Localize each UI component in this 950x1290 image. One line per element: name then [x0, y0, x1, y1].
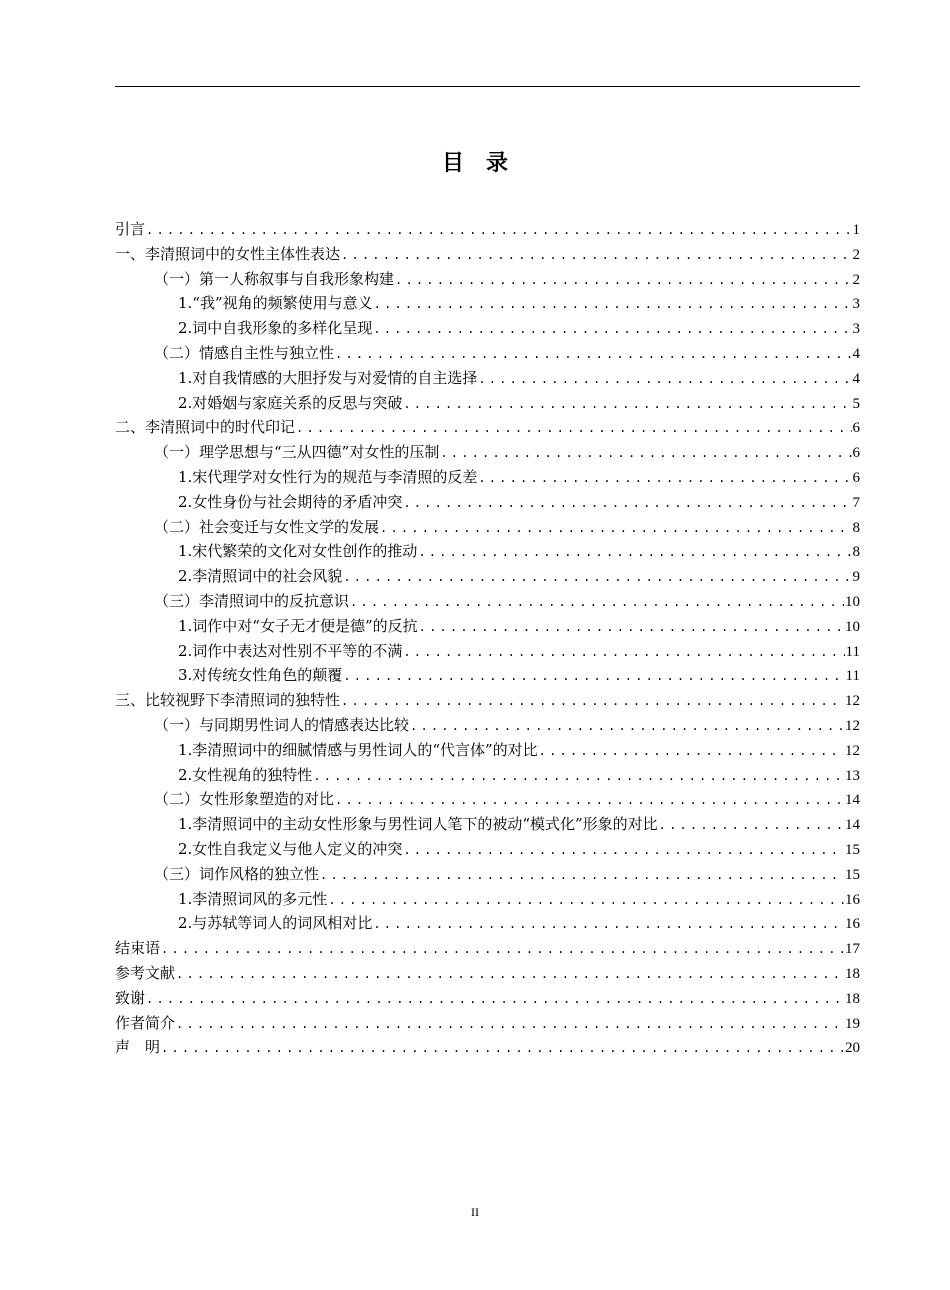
toc-entry[interactable] [115, 713, 860, 738]
toc-entry-page: 12 [845, 742, 860, 759]
toc-entry-page: 14 [845, 792, 860, 809]
toc-dot-leader [328, 888, 844, 913]
toc-dot-leader [374, 292, 852, 317]
toc-entry[interactable] [115, 862, 860, 887]
toc-entry-label: 2.与苏轼等词人的词风相对比 [178, 914, 373, 933]
toc-dot-leader [161, 1036, 844, 1061]
toc-dot-leader [341, 689, 844, 714]
toc-entry[interactable] [115, 837, 860, 862]
toc-entry-label: （二）社会变迁与女性文学的发展 [154, 517, 380, 536]
toc-entry-page: 4 [852, 370, 860, 387]
toc-entry-label: 2.李清照词中的社会风貌 [178, 567, 343, 586]
toc-entry-label: 1.李清照词中的主动女性形象与男性词人笔下的被动“模式化”形象的对比 [178, 815, 658, 834]
toc-entry-page: 20 [845, 1040, 860, 1057]
toc-entry[interactable] [115, 415, 860, 440]
toc-entry-label: 1.李清照词风的多元性 [178, 889, 328, 908]
toc-entry-label: 二、李清照词中的时代印记 [115, 418, 296, 437]
toc-entry-label: （三）词作风格的独立性 [154, 864, 320, 883]
toc-entry[interactable] [115, 217, 860, 242]
toc-entry-label: （一）理学思想与“三从四德”对女性的压制 [154, 443, 440, 462]
toc-dot-leader [373, 912, 844, 937]
footer-page-number: II [471, 1205, 479, 1219]
toc-entry-label: （二）女性形象塑造的对比 [154, 790, 335, 809]
toc-entry-label: 2.女性视角的独特性 [178, 765, 313, 784]
toc-dot-leader [335, 342, 851, 367]
toc-dot-leader [373, 317, 851, 342]
toc-entry-label: 1.宋代理学对女性行为的规范与李清照的反差 [178, 467, 478, 486]
toc-entry[interactable] [115, 366, 860, 391]
toc-dot-leader [146, 218, 851, 243]
toc-entry[interactable] [115, 787, 860, 812]
toc-entry-page: 10 [845, 593, 860, 610]
toc-entry-page: 8 [852, 519, 860, 536]
toc-entry[interactable] [115, 242, 860, 267]
toc-entry[interactable] [115, 1035, 860, 1060]
toc-entry[interactable] [115, 291, 860, 316]
toc-entry-label: （二）情感自主性与独立性 [154, 343, 335, 362]
toc-entry-page: 3 [852, 296, 860, 313]
toc-entry-label: 1.“我”视角的频繁使用与意义 [178, 294, 373, 313]
toc-entry[interactable] [115, 738, 860, 763]
toc-entry[interactable] [115, 539, 860, 564]
toc-entry-label: 1.李清照词中的细腻情感与男性词人的“代言体”的对比 [178, 740, 538, 759]
toc-entry[interactable] [115, 614, 860, 639]
toc-entry-page: 2 [852, 246, 860, 263]
toc-dot-leader [380, 516, 851, 541]
toc-entry-page: 15 [845, 841, 860, 858]
toc-entry-page: 4 [852, 345, 860, 362]
toc-entry[interactable] [115, 763, 860, 788]
toc-dot-leader [478, 466, 851, 491]
toc-entry-page: 10 [845, 618, 860, 635]
toc-entry-label: 2.对婚姻与家庭关系的反思与突破 [178, 393, 403, 412]
toc-dot-leader [419, 615, 844, 640]
toc-dot-leader [161, 937, 844, 962]
toc-entry[interactable] [115, 1011, 860, 1036]
toc-dot-leader [335, 788, 844, 813]
toc-entry[interactable] [115, 564, 860, 589]
toc-entry[interactable] [115, 936, 860, 961]
toc-dot-leader [403, 640, 844, 665]
toc-entry-page: 8 [852, 544, 860, 561]
toc-entry-label: 致谢 [115, 988, 146, 1007]
toc-entry-page: 13 [845, 767, 860, 784]
toc-entry[interactable] [115, 391, 860, 416]
toc-entry-page: 5 [852, 395, 860, 412]
toc-entry-label: 作者简介 [115, 1013, 176, 1032]
toc-entry-label: 一、李清照词中的女性主体性表达 [115, 244, 341, 263]
toc-entry-page: 16 [845, 916, 860, 933]
toc-entry[interactable] [115, 515, 860, 540]
toc-dot-leader [478, 367, 851, 392]
toc-dot-leader [403, 491, 851, 516]
toc-entry-page: 11 [845, 668, 860, 685]
page-title: 目录 [441, 151, 530, 176]
toc-entry[interactable] [115, 341, 860, 366]
toc-entry-label: （一）与同期男性词人的情感表达比较 [154, 715, 410, 734]
toc-entry-page: 6 [852, 420, 860, 437]
toc-dot-leader [343, 664, 844, 689]
toc-entry-page: 1 [852, 222, 860, 238]
toc-entry[interactable] [115, 911, 860, 936]
toc-entry-page: 18 [845, 990, 860, 1007]
toc-entry[interactable] [115, 316, 860, 341]
toc-dot-leader [320, 863, 844, 888]
toc-entry[interactable] [115, 887, 860, 912]
toc-dot-leader [341, 243, 851, 268]
toc-entry-page: 15 [845, 866, 860, 883]
toc-dot-leader [313, 764, 844, 789]
toc-dot-leader [350, 590, 844, 615]
toc-entry-label: 声 明 [115, 1038, 161, 1057]
toc-entry-label: 2.女性自我定义与他人定义的冲突 [178, 839, 403, 858]
toc-dot-leader [296, 416, 851, 441]
toc-dot-leader [418, 540, 851, 565]
toc-dot-leader [539, 739, 844, 764]
toc-entry-page: 3 [852, 321, 860, 338]
toc-entry-label: （一）第一人称叙事与自我形象构建 [154, 269, 395, 288]
toc-dot-leader [395, 268, 851, 293]
toc-entry[interactable] [115, 465, 860, 490]
toc-entry-label: 2.女性身份与社会期待的矛盾冲突 [178, 492, 403, 511]
toc-entry-label: 1.对自我情感的大胆抒发与对爱情的自主选择 [178, 368, 478, 387]
toc-entry-page: 6 [852, 445, 860, 462]
toc-entry[interactable] [115, 663, 860, 688]
toc-entry-page: 11 [845, 643, 860, 660]
toc-dot-leader [343, 565, 851, 590]
toc-entry-label: 2.词中自我形象的多样化呈现 [178, 319, 373, 338]
toc-entry-label: 1.宋代繁荣的文化对女性创作的推动 [178, 542, 418, 561]
toc-entry[interactable] [115, 490, 860, 515]
toc-entry-page: 2 [852, 271, 860, 288]
toc-entry-page: 18 [845, 965, 860, 982]
toc-entry-page: 9 [852, 569, 860, 586]
toc-dot-leader [176, 962, 844, 987]
toc-dot-leader [440, 441, 851, 466]
toc-dot-leader [410, 714, 844, 739]
toc-entry-page: 17 [845, 941, 860, 958]
table-of-contents [115, 217, 860, 1060]
toc-entry[interactable] [115, 986, 860, 1011]
toc-entry-label: 三、比较视野下李清照词的独特性 [115, 691, 341, 710]
header-rule [115, 86, 860, 87]
toc-dot-leader [659, 813, 844, 838]
toc-dot-leader [146, 987, 844, 1012]
toc-entry[interactable] [115, 961, 860, 986]
toc-entry-page: 16 [845, 891, 860, 908]
toc-entry[interactable] [115, 639, 860, 664]
toc-entry-label: 结束语 [115, 939, 161, 958]
toc-entry[interactable] [115, 589, 860, 614]
toc-entry-label: 1.词作中对“女子无才便是德”的反抗 [178, 616, 418, 635]
toc-entry[interactable] [115, 688, 860, 713]
toc-entry-page: 6 [852, 469, 860, 486]
toc-entry-page: 19 [845, 1015, 860, 1032]
toc-entry-label: 参考文献 [115, 963, 176, 982]
toc-entry-label: （三）李清照词中的反抗意识 [154, 591, 350, 610]
toc-entry[interactable] [115, 267, 860, 292]
toc-entry[interactable] [115, 440, 860, 465]
toc-entry-label: 3.对传统女性角色的颠覆 [178, 666, 343, 685]
toc-entry-page: 12 [845, 717, 860, 734]
toc-entry-page: 14 [845, 817, 860, 834]
toc-entry-page: 7 [852, 494, 860, 511]
toc-entry[interactable] [115, 812, 860, 837]
toc-dot-leader [176, 1012, 844, 1037]
toc-entry-page: 12 [845, 693, 860, 710]
toc-entry-label: 2.词作中表达对性别不平等的不满 [178, 641, 403, 660]
toc-dot-leader [403, 838, 844, 863]
toc-entry-label: 引言 [115, 220, 146, 238]
toc-dot-leader [403, 392, 851, 417]
